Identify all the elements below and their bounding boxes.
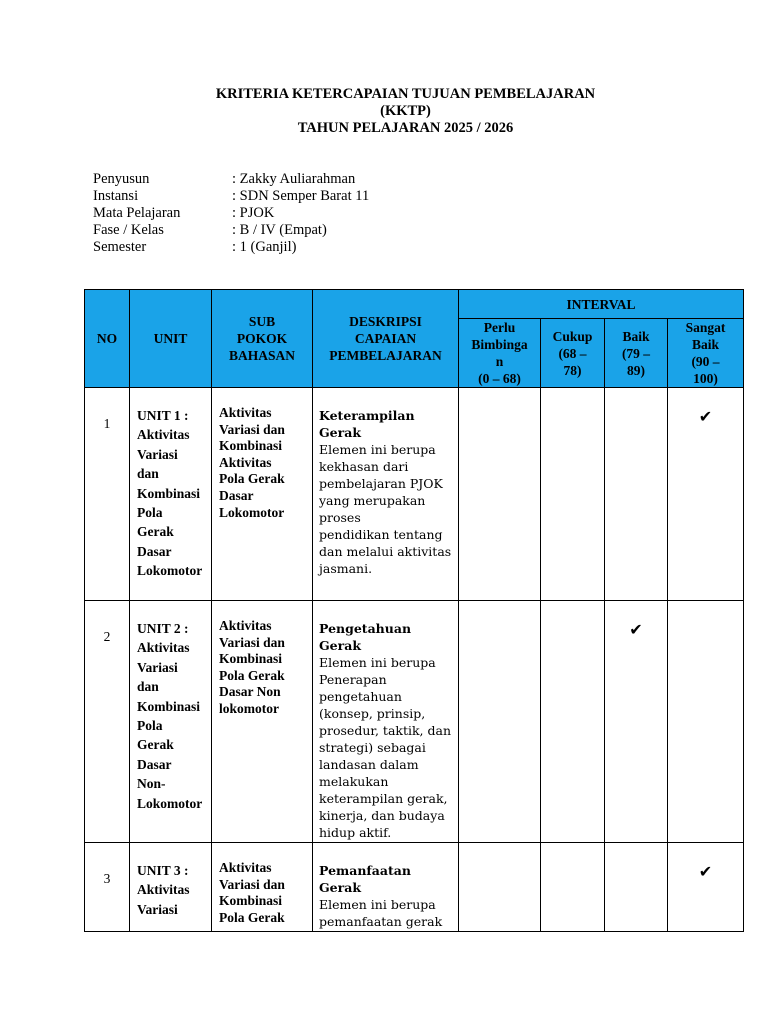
header-deskripsi: DESKRIPSI CAPAIAN PEMBELAJARAN [313,290,459,388]
header-unit: UNIT [130,290,212,388]
check-icon: ✔ [698,407,713,426]
document-title [0,86,768,137]
info-row-instansi [93,188,369,205]
description-text: Elemen ini berupa kekhasan dari pembelajaran PJOK yang merupakan proses pendidikan tentang dan melalui aktivitas jasmani. [319,442,452,576]
header-perlu-bimbingan: Perlu Bimbinga n (0 – 68) [459,319,541,388]
check-icon: ✔ [698,862,713,881]
description-cell [313,601,459,843]
check-icon: ✔ [629,620,643,639]
info-label: Fase / Kelas [93,222,164,238]
description-text: Elemen ini berupa Penerapan pengetahuan (konsep, prinsip, prosedur, taktik, dan strategi) sebagai landasan dalam melakukan keterampilan gerak, kinerja, dan budaya hidup aktif. [319,655,452,840]
perlu-bimbingan-cell [459,843,541,932]
header-cukup: Cukup (68 – 78) [541,319,605,388]
perlu-bimbingan-cell [459,388,541,601]
header-baik: Baik (79 – 89) [605,319,668,388]
row-number: 2 [85,601,130,843]
info-row-fase-kelas [93,222,369,239]
info-row-mata-pelajaran [93,205,369,222]
sangat-baik-cell [668,388,744,601]
sangat-baik-cell [668,843,744,932]
info-label: Mata Pelajaran [93,205,181,221]
info-row-semester [93,239,369,256]
table-row [85,388,744,601]
description-heading: Pengetahuan Gerak [319,621,412,653]
title-line-1: KRITERIA KETERCAPAIAN TUJUAN PEMBELAJARAN [215,86,596,102]
description-heading: Keterampilan Gerak [319,408,415,440]
header-sangat-baik: Sangat Baik (90 – 100) [668,319,744,388]
sangat-baik-cell [668,601,744,843]
cukup-cell [541,843,605,932]
info-value: : SDN Semper Barat 11 [232,188,370,204]
info-label: Semester [93,239,147,255]
sub-pokok-cell: Aktivitas Variasi dan Kombinasi Aktivitas Pola Gerak Dasar Lokomotor [212,388,313,601]
table-row [85,601,744,843]
description-text: Elemen ini berupa pemanfaatan gerak [319,897,443,929]
row-number: 3 [85,843,130,932]
header-interval: INTERVAL [459,290,744,319]
sub-pokok-cell: Aktivitas Variasi dan Kombinasi Pola Gerak Dasar Non lokomotor [212,601,313,843]
info-value: : B / IV (Empat) [232,222,327,238]
unit-cell: UNIT 3 : Aktivitas Variasi [130,843,212,932]
row-number: 1 [85,388,130,601]
perlu-bimbingan-cell [459,601,541,843]
unit-cell: UNIT 2 : Aktivitas Variasi dan Kombinasi Pola Gerak Dasar Non- Lokomotor [130,601,212,843]
unit-cell: UNIT 1 : Aktivitas Variasi dan Kombinasi Pola Gerak Dasar Lokomotor [130,388,212,601]
baik-cell [605,601,668,843]
title-line-3: TAHUN PELAJARAN 2025 / 2026 [297,120,514,136]
info-value: : PJOK [232,205,275,221]
sub-pokok-cell: Aktivitas Variasi dan Kombinasi Pola Gerak [212,843,313,932]
header-no: NO [85,290,130,388]
kktp-table [84,289,744,932]
table-row [85,843,744,932]
baik-cell [605,388,668,601]
info-row-penyusun [93,171,369,188]
description-cell [313,388,459,601]
baik-cell [605,843,668,932]
info-value: : Zakky Auliarahman [232,171,356,187]
cukup-cell [541,601,605,843]
header-sub-pokok-bahasan: SUB POKOK BAHASAN [212,290,313,388]
title-line-2: (KKTP) [380,103,431,119]
description-cell [313,843,459,932]
info-block [93,171,369,256]
description-heading: Pemanfaatan Gerak [319,863,411,895]
info-label: Instansi [93,188,139,204]
info-label: Penyusun [93,171,150,187]
cukup-cell [541,388,605,601]
info-value: : 1 (Ganjil) [232,239,297,255]
